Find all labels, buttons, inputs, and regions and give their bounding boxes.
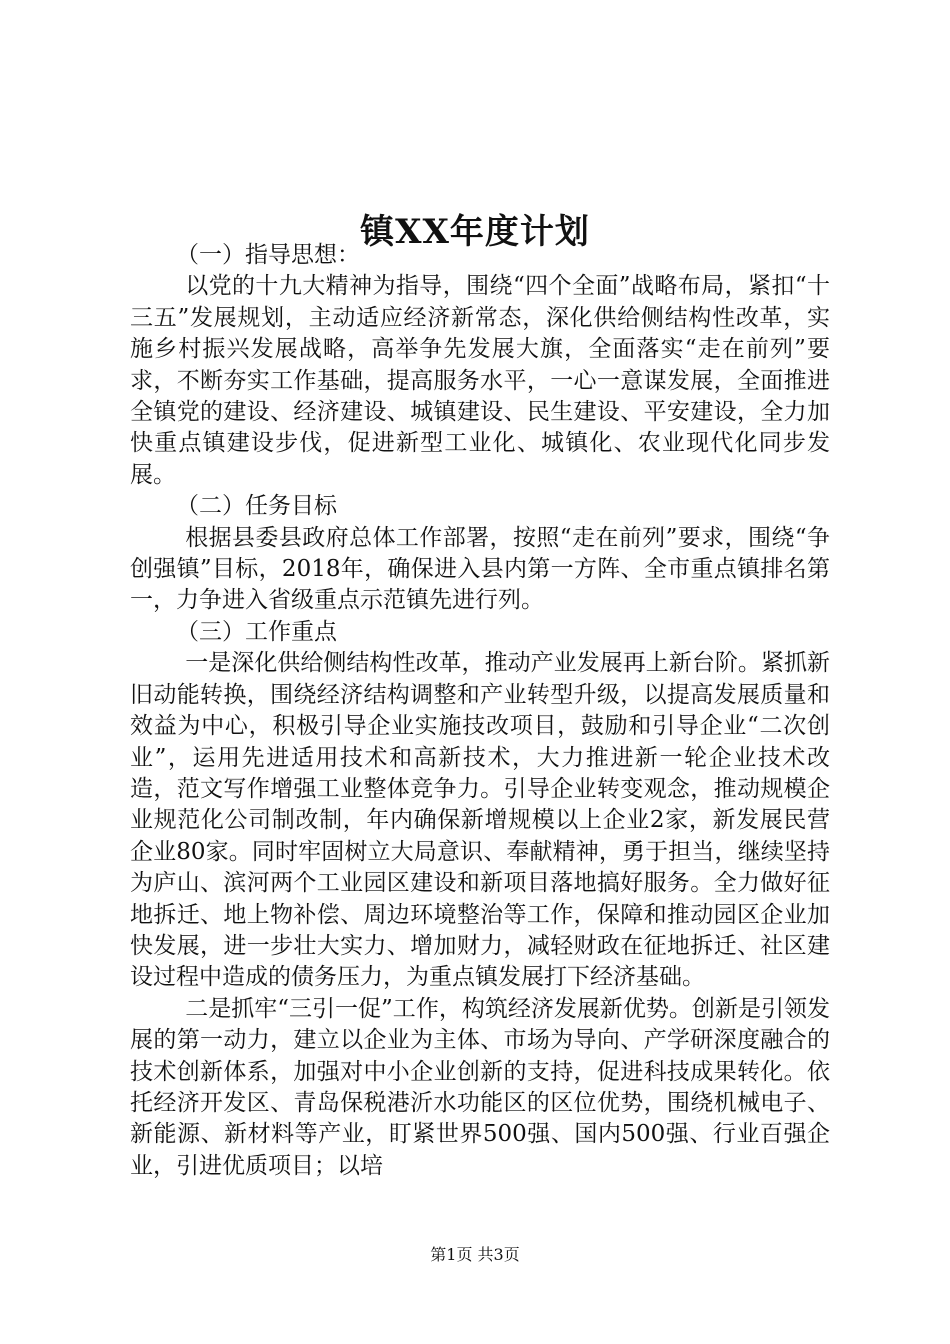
page-number-footer: 第1页 共3页	[430, 1245, 520, 1264]
section-heading-task-goals: （二）任务目标	[176, 493, 337, 520]
section-heading-guiding-ideology: （一）指导思想：	[176, 242, 360, 268]
paragraph-priority-one: 一是深化供给侧结构性改革，推动产业发展再上新台阶。紧抓新旧动能转换，围绕经济结构调整和产业转型升级，以提高发展质量和效益为中心，积极引导企业实施技改项目，鼓励和引导企业“二次创业”，运用先进适用技术和高新技术，大力推进新一轮企业技术改造，范文写作增强工业整体竞争力。引导企业转变观念，推动规模企业规范化公司制改制，年内确保新增规模以上企业2家，新发展民营企业80家。同时牢固树立大局意识、奉献精神，勇于担当，继续坚持为庐山、滨河两个工业园区建设和新项目落地搞好服务。全力做好征地拆迁、地上物补偿、周边环境整治等工作，保障和推动园区企业加快发展，进一步壮大实力、增加财力，减轻财政在征地拆迁、社区建设过程中造成的债务压力，为重点镇发展打下经济基础。	[130, 650, 830, 991]
document-title: 镇XX年度计划	[360, 211, 590, 252]
section-heading-work-priorities: （三）工作重点	[176, 618, 337, 645]
paragraph-task-goals: 根据县委县政府总体工作部署，按照“走在前列”要求，围绕“争创强镇”目标，2018年，确保进入县内第一方阵、全市重点镇排名第一，力争进入省级重点示范镇先进行列。	[130, 524, 830, 614]
paragraph-guiding-ideology: 以党的十九大精神为指导，围绕“四个全面”战略布局，紧扣“十三五”发展规划，主动适应经济新常态，深化供给侧结构性改革，实施乡村振兴发展战略，高举争先发展大旗，全面落实“走在前列”要求，不断夯实工作基础，提高服务水平，一心一意谋发展，全面推进全镇党的建设、经济建设、城镇建设、民生建设、平安建设，全力加快重点镇建设步伐，促进新型工业化、城镇化、农业现代化同步发展。	[130, 273, 830, 488]
paragraph-priority-two: 二是抓牢“三引一促”工作，构筑经济发展新优势。创新是引领发展的第一动力，建立以企业为主体、市场为导向、产学研深度融合的技术创新体系，加强对中小企业创新的支持，促进科技成果转化。依托经济开发区、青岛保税港沂水功能区的区位优势，围绕机械电子、新能源、新材料等产业，盯紧世界500强、国内500强、行业百强企业，引进优质项目；以培	[130, 995, 830, 1179]
document-body	[130, 240, 830, 1182]
